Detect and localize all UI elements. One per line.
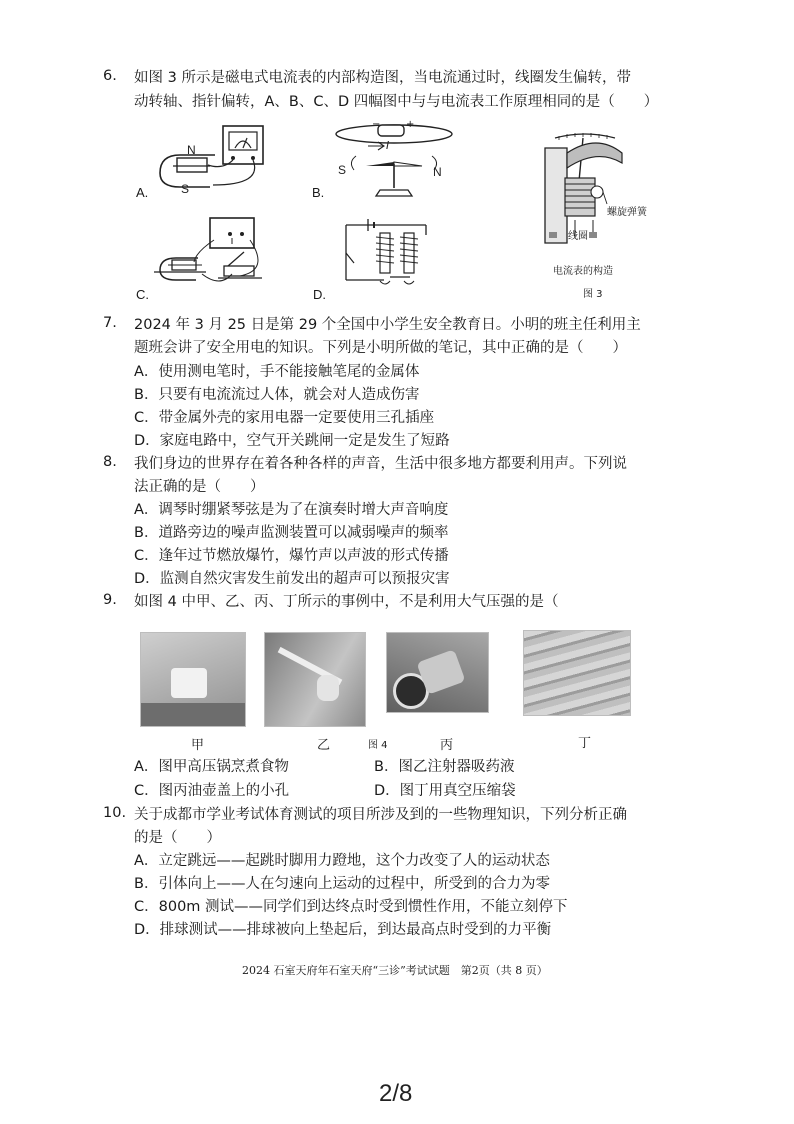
fig-b-minus: −: [372, 119, 381, 130]
q9-option-d: D．图丁用真空压缩袋: [374, 783, 516, 799]
q8-stem-line1: 我们身边的世界存在着各种各样的声音，生活中很多地方都要利用声。下列说: [134, 456, 627, 472]
fig4-photo-yi-syringe: [264, 632, 366, 727]
fig-b-s: S: [338, 163, 347, 177]
fig3-spring-label: 螺旋弹簧: [607, 207, 647, 218]
q6-option-b-label: B.: [312, 185, 325, 200]
fig4-photo-ding-vacuum-bag: [523, 630, 631, 716]
fig3-label: 图 3: [583, 289, 603, 300]
q7-number: 7.: [103, 315, 117, 331]
q6-figure-c: [152, 212, 282, 298]
q6-figure-d: [338, 215, 438, 295]
q6-option-a-label: A.: [136, 185, 149, 200]
q10-option-a: A．立定跳远——起跳时脚用力蹬地，这个力改变了人的运动状态: [134, 853, 550, 869]
q10-stem-line2: 的是（ ）: [134, 830, 221, 846]
q8-number: 8.: [103, 454, 117, 470]
q6-option-d-label: D.: [313, 287, 326, 302]
fig4-label: 图 4: [368, 740, 388, 751]
q6-stem-line2: 动转轴、指针偏转，A、B、C、D 四幅图中与与电流表工作原理相同的是（ ）: [134, 94, 659, 110]
q8-option-a: A．调琴时绷紧琴弦是为了在演奏时增大声音响度: [134, 502, 449, 518]
q7-stem-line2: 题班会讲了安全用电的知识。下列是小明所做的笔记，其中正确的是（ ）: [134, 340, 627, 356]
fig4-caption-bing: 丙: [440, 737, 454, 752]
fig-a-s: S: [181, 182, 190, 193]
q10-option-c: C．800m 测试——同学们到达终点时受到惯性作用，不能立刻停下: [134, 899, 568, 915]
q9-option-a: A．图甲高压锅烹煮食物: [134, 759, 289, 775]
fig-a-n: N: [187, 143, 196, 157]
fig4-caption-ding: 丁: [578, 735, 592, 750]
page-footer: 2024 石室天府年石室天府“三诊”考试试题 第2页（共 8 页）: [242, 964, 548, 977]
q9-option-c: C．图丙油壶盖上的小孔: [134, 783, 290, 799]
fig3-coil-label: 线圈: [568, 231, 588, 242]
q10-option-d: D．排球测试——排球被向上垫起后，到达最高点时受到的力平衡: [134, 922, 552, 938]
fig4-caption-yi: 乙: [317, 737, 331, 752]
fig3-caption: 电流表的构造: [553, 266, 613, 277]
fig-b-i: I: [386, 139, 390, 152]
q8-option-b: B．道路旁边的噪声监测装置可以减弱噪声的频率: [134, 525, 449, 541]
q9-number: 9.: [103, 592, 117, 608]
fig-b-n: N: [433, 165, 442, 179]
q6-figure-a: [155, 118, 270, 193]
fig4-photo-bing-oil-can: [386, 632, 489, 713]
q8-option-c: C．逢年过节燃放爆竹，爆竹声以声波的形式传播: [134, 548, 449, 564]
fig4-photo-jia-pressure-cooker: [140, 632, 246, 727]
q9-stem-line1: 如图 4 中甲、乙、丙、丁所示的事例中，不是利用大气压强的是（: [134, 594, 559, 610]
q10-option-b: B．引体向上——人在匀速向上运动的过程中，所受到的合力为零: [134, 876, 550, 892]
q7-option-b: B．只要有电流流过人体，就会对人造成伤害: [134, 387, 420, 403]
q7-stem-line1: 2024 年 3 月 25 日是第 29 个全国中小学生安全教育日。小明的班主任利用主: [134, 317, 641, 333]
fig3-ammeter-structure: [535, 128, 645, 258]
q6-figure-b: [330, 118, 460, 198]
q7-option-d: D．家庭电路中，空气开关跳闸一定是发生了短路: [134, 433, 450, 449]
q6-stem-line1: 如图 3 所示是磁电式电流表的内部构造图，当电流通过时，线圈发生偏转，带: [134, 70, 631, 86]
fig-b-plus: +: [406, 119, 415, 130]
q8-option-d: D．监测自然灾害发生前发出的超声可以预报灾害: [134, 571, 450, 587]
q9-option-b: B．图乙注射器吸药液: [374, 759, 515, 775]
q10-stem-line1: 关于成都市学业考试体育测试的项目所涉及到的一些物理知识，下列分析正确: [134, 807, 627, 823]
page-number: 2/8: [379, 1080, 413, 1107]
q8-stem-line2: 法正确的是（ ）: [134, 479, 265, 495]
q6-option-c-label: C.: [136, 287, 149, 302]
q6-number: 6.: [103, 68, 117, 84]
fig4-caption-jia: 甲: [191, 737, 205, 752]
q10-number: 10.: [103, 805, 127, 821]
q7-option-a: A．使用测电笔时，手不能接触笔尾的金属体: [134, 364, 420, 380]
q7-option-c: C．带金属外壳的家用电器一定要使用三孔插座: [134, 410, 435, 426]
